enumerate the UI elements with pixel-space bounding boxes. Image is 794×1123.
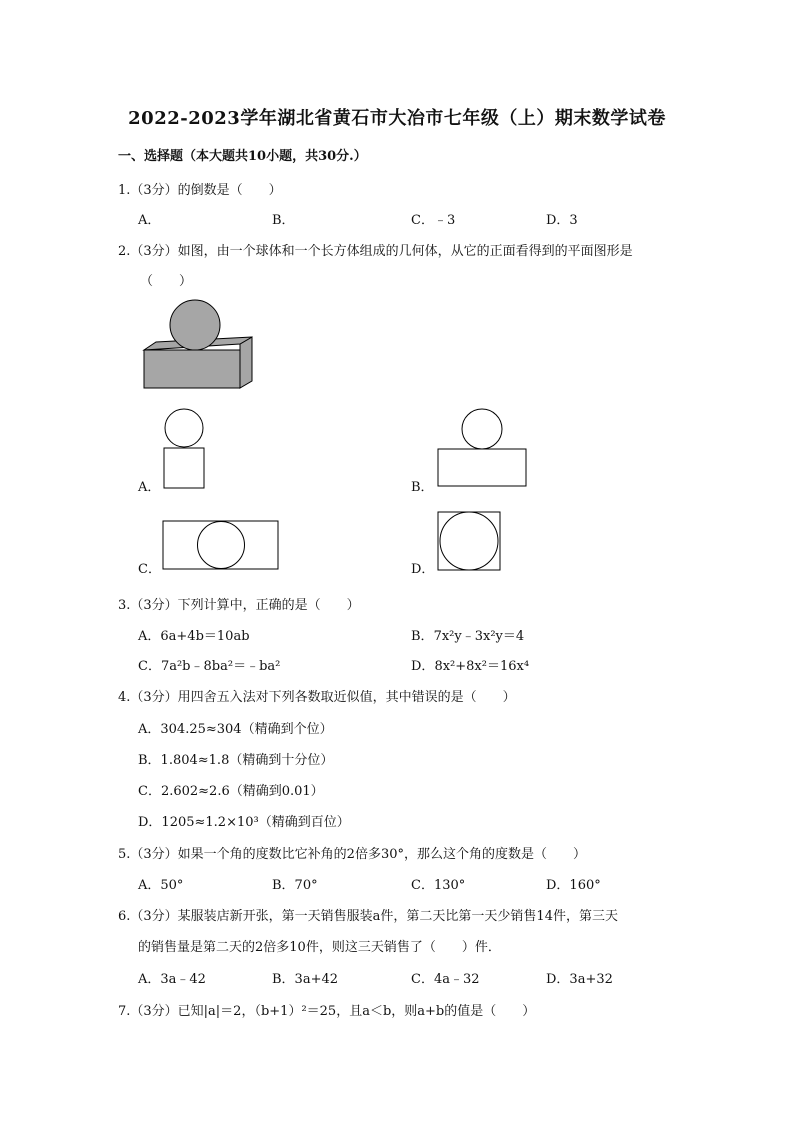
- question-6-stem-line1: 6.（3分）某服装店新开张，第一天销售服装a件，第二天比第一天少销售14件，第三天: [118, 909, 618, 924]
- q1-option-d: D．3: [546, 213, 578, 228]
- question-5-stem: 5.（3分）如果一个角的度数比它补角的2倍多30°，那么这个角的度数是（ ）: [118, 847, 586, 862]
- q5-option-b: B．70°: [272, 878, 318, 893]
- q1-option-b: B．: [272, 213, 295, 228]
- question-1-stem: 1.（3分）的倒数是（ ）: [118, 183, 282, 198]
- q2-option-d: D．: [411, 562, 435, 577]
- q5-option-a: A．50°: [138, 878, 184, 893]
- q1-option-c: C．﹣3: [411, 213, 456, 228]
- question-2-stem: 2.（3分）如图，由一个球体和一个长方体组成的几何体，从它的正面看得到的平面图形是: [118, 244, 633, 259]
- question-6-stem-line2: 的销售量是第二天的2倍多10件，则这三天销售了（ ）件．: [138, 940, 501, 955]
- q6-option-a: A．3a﹣42: [138, 972, 206, 987]
- q3-option-b-text: 7x²y﹣3x²y＝4: [433, 629, 525, 644]
- question-2-paren: （ ）: [140, 274, 193, 289]
- figure-d-rectangle: [438, 512, 500, 570]
- q3-option-d-label: D．: [411, 659, 435, 674]
- box-front-face: [144, 350, 240, 388]
- q2-option-a: A．: [138, 480, 161, 495]
- page-title: 2022-2023学年湖北省黄石市大冶市七年级（上）期末数学试卷: [128, 108, 666, 129]
- q3-option-c: [138, 655, 280, 674]
- solid-figure: [140, 298, 256, 390]
- q5-option-c: C．130°: [411, 878, 466, 893]
- figure-b-circle: [462, 409, 502, 449]
- q5-option-d: D．160°: [546, 878, 601, 893]
- figure-a-circle: [165, 409, 203, 447]
- q2-option-b: B．: [411, 480, 434, 495]
- sphere: [170, 300, 220, 350]
- q3-option-b: [411, 625, 524, 644]
- figure-b-rectangle: [438, 449, 526, 486]
- figure-d-circle: [440, 512, 498, 570]
- question-7-stem: 7.（3分）已知|a|＝2，（b+1）²＝25，且a＜b，则a+b的值是（ ）: [118, 1004, 536, 1019]
- q3-option-b-label: B．: [411, 629, 434, 644]
- q3-option-a: [138, 625, 250, 644]
- q3-option-c-label: C．: [138, 659, 161, 674]
- figure-c-rectangle: [163, 521, 278, 569]
- q6-option-d: D．3a+32: [546, 972, 613, 987]
- q1-option-a: A．: [138, 213, 161, 228]
- q3-option-a-text: 6a+4b＝10ab: [160, 629, 250, 644]
- q3-option-d: [411, 655, 529, 674]
- q3-option-a-label: A．: [138, 629, 161, 644]
- q6-option-b: B．3a+42: [272, 972, 339, 987]
- figure-a-square: [164, 448, 204, 488]
- q2-figure-a: [163, 408, 207, 490]
- q2-figure-b: [437, 408, 529, 488]
- q3-option-d-text: 8x²+8x²＝16x⁴: [434, 659, 530, 674]
- question-3-stem: 3.（3分）下列计算中，正确的是（ ）: [118, 598, 360, 613]
- q4-option-d: D．1205≈1.2×10³（精确到百位）: [138, 815, 350, 830]
- q2-figure-c: [162, 520, 282, 572]
- q2-option-c: C．: [138, 562, 161, 577]
- question-4-stem: 4.（3分）用四舍五入法对下列各数取近似值，其中错误的是（ ）: [118, 690, 516, 705]
- q4-option-b: B．1.804≈1.8（精确到十分位）: [138, 753, 334, 768]
- q4-option-c: C．2.602≈2.6（精确到0.01）: [138, 784, 324, 799]
- figure-c-circle: [198, 522, 245, 569]
- q3-option-c-text: 7a²b﹣8ba²＝﹣ba²: [160, 659, 281, 674]
- q2-figure-d: [437, 511, 503, 573]
- q6-option-c: C．4a﹣32: [411, 972, 480, 987]
- q4-option-a: A．304.25≈304（精确到个位）: [138, 722, 333, 737]
- section-heading: 一、选择题（本大题共10小题，共30分.）: [118, 149, 367, 164]
- box-right-face: [240, 337, 252, 388]
